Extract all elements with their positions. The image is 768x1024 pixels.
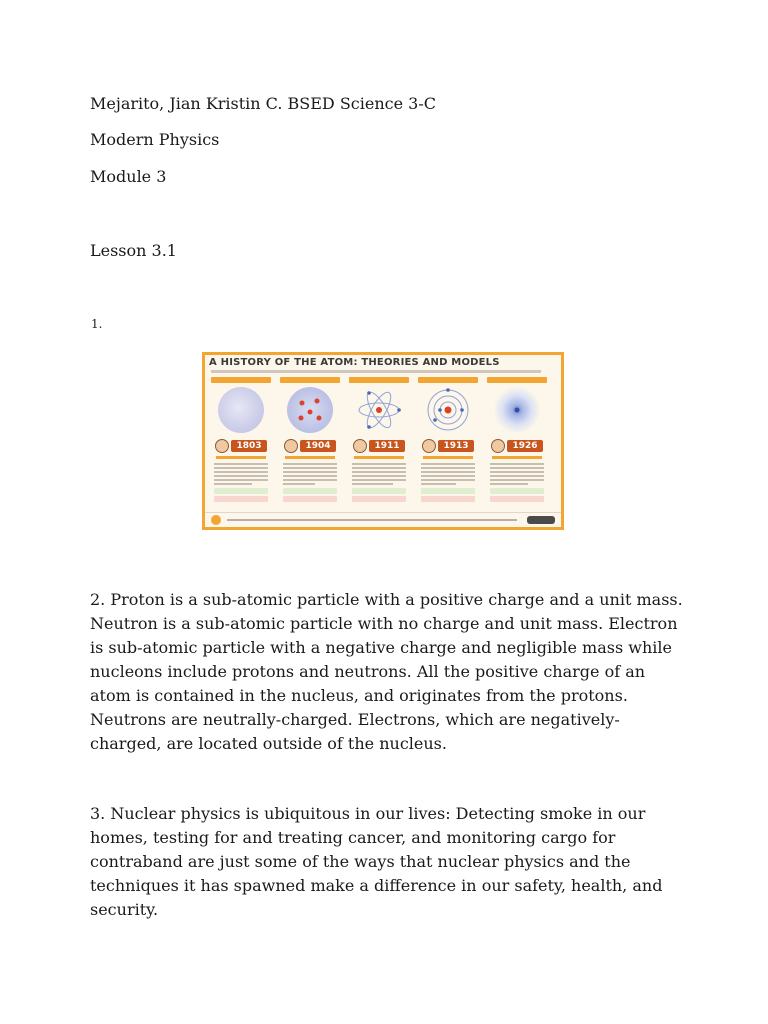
model-year: 1913 [438,440,473,452]
scientist-portrait-icon [422,439,436,453]
scientist-portrait-icon [353,439,367,453]
infographic-footer [205,512,561,527]
atom-history-infographic [202,352,564,530]
logo-icon [211,515,221,525]
scientist-portrait-icon [284,439,298,453]
infographic-title: A HISTORY OF THE ATOM: THEORIES AND MODELS [209,357,500,368]
module-title: Module 3 [90,167,167,186]
planetary-model-icon [425,387,471,433]
lesson-title: Lesson 3.1 [90,241,177,260]
model-column [484,377,550,502]
model-column [208,377,274,502]
infographic-subtitle [211,370,541,373]
model-column [277,377,343,502]
answer-3-paragraph: 3. Nuclear physics is ubiquitous in our lives: Detecting smoke in our homes, testing for and treating cancer, and monitoring cargo for contraband are just some of the ways that nuclear physics and the techniques it has spawned make a difference in our safety, health, and security. [90,804,663,919]
model-year: 1911 [369,440,404,452]
scientist-portrait-icon [215,439,229,453]
license-badge-icon [527,516,555,524]
solid-sphere-model-icon [218,387,264,433]
item-number-1: 1. [91,317,103,331]
answer-2-paragraph: 2. Proton is a sub-atomic particle with a positive charge and a unit mass. Neutron is a sub-atomic particle with no charge and unit mass. Electron is sub-atomic particle with a negative charge and negligible mass while nucleons include protons and neutrons. All the positive charge of an atom is contained in the nucleus, and originates from the protons. Neutrons are neutrally-charged. Electrons, which are negatively-charged, are located outside of the nucleus. [90,590,683,753]
plum-pudding-model-icon [287,387,333,433]
model-year: 1803 [231,440,266,452]
scientist-portrait-icon [491,439,505,453]
course-title: Modern Physics [90,130,220,149]
nuclear-model-icon [356,387,402,433]
model-year: 1904 [300,440,335,452]
author-line: Mejarito, Jian Kristin C. BSED Science 3-C [90,94,436,113]
model-column [415,377,481,502]
model-year: 1926 [507,440,542,452]
quantum-model-icon [494,387,540,433]
model-column [346,377,412,502]
